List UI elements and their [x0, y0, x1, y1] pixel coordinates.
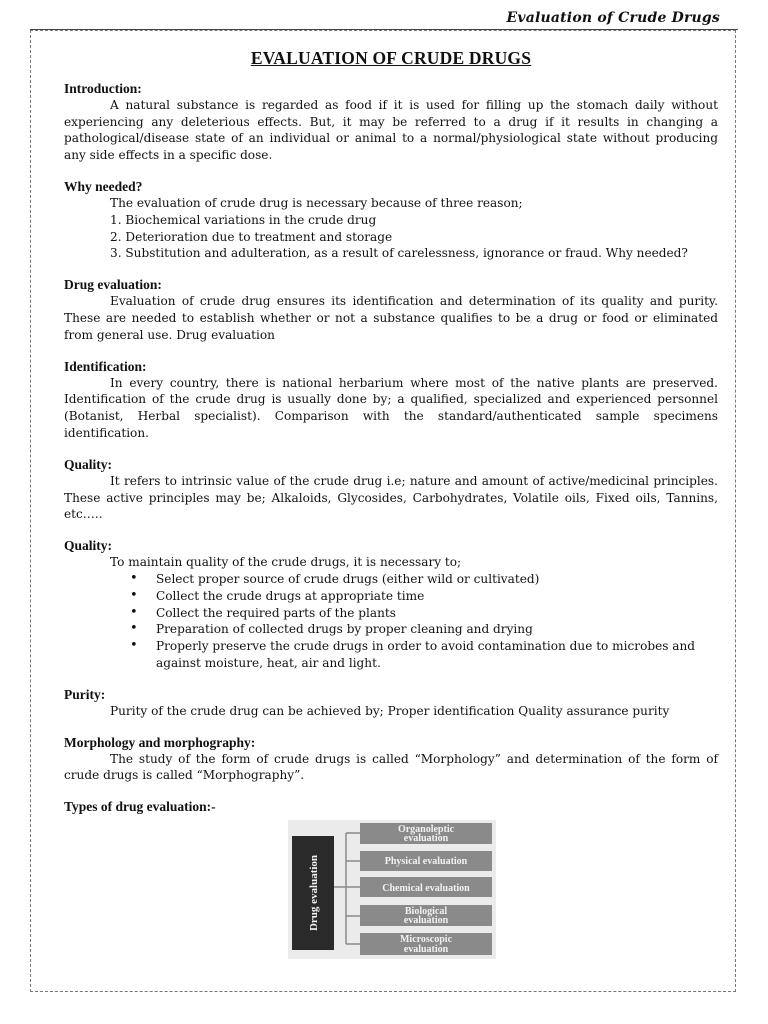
list-item: • Collect the required parts of the plants: [156, 605, 718, 622]
diagram-branch: [360, 877, 492, 897]
section-identification: [64, 359, 718, 442]
section-quality-maintenance: [64, 538, 718, 672]
text-line: The evaluation of crude drug is necessary because of three reason;: [110, 195, 523, 210]
diagram-svg: [288, 820, 496, 959]
branch-label-line1: Organoleptic: [397, 824, 455, 835]
section-heading: Identification:: [64, 358, 147, 374]
section-paragraph: A natural substance is regarded as food if it is used for filling up the stomach daily without experiencing any deleterious effects. But, it may be referred to a drug if it results in changing a pathological/disease state of an individual or animal to a normal/physiological state without producing any side effects in a specific dose.: [64, 97, 718, 163]
document-body: [64, 46, 718, 830]
branch-label-line1: Chemical evaluation: [382, 883, 470, 894]
section-heading: Types of drug evaluation:-: [64, 799, 216, 815]
bullet-list: [64, 571, 718, 672]
branch-label-line1: Biological: [404, 906, 448, 917]
text-line: 3. Substitution and adulteration, as a result of carelessness, ignorance or fraud. Why needed?: [110, 246, 688, 261]
section-paragraph: Evaluation of crude drug ensures its identification and determination of its quality and purity. These are needed to establish whether or not a substance qualifies to be a drug or food or eliminated from general use. Drug evaluation: [64, 294, 718, 342]
branch-label-line2: evaluation: [403, 944, 449, 955]
section-paragraph: In every country, there is national herbarium where most of the native plants are preserved. Identification of the crude drug is usually done by; a qualified, specialized and experienced personnel (Botanist, Herbal specialist). Comparison with the standard/authenticated sample specimens identification.: [64, 375, 718, 440]
section-heading: Quality:: [64, 538, 113, 554]
section-paragraph: It refers to intrinsic value of the crude drug i.e; nature and amount of active/medicinal principles. These active principles may be; Alkaloids, Glycosides, Carbohydrates, Volatile oils, Fixed oils, Tannins, etc…..: [64, 473, 718, 522]
section-morphology: [64, 735, 718, 785]
diagram-root-label: Drug evaluation: [308, 854, 320, 932]
document-title: EVALUATION OF CRUDE DRUGS: [250, 48, 532, 68]
drug-evaluation-diagram: [288, 820, 496, 959]
list-item: • Properly preserve the crude drugs in order to avoid contamination due to microbes and against moisture, heat, air and light.: [156, 638, 718, 672]
text-line: Purity of the crude drug can be achieved by; Proper identification Quality assurance purity: [110, 703, 670, 718]
text-line: To maintain quality of the crude drugs, it is necessary to;: [110, 555, 462, 570]
list-item: • Select proper source of crude drugs (either wild or cultivated): [156, 571, 718, 588]
section-heading: Quality:: [64, 456, 113, 472]
section-heading: Drug evaluation:: [64, 277, 162, 293]
diagram-branch: [360, 933, 492, 955]
list-item: • Collect the crude drugs at appropriate time: [156, 588, 718, 605]
branch-label-line2: evaluation: [403, 833, 449, 844]
diagram-branch: [360, 823, 492, 844]
branch-label-line2: evaluation: [403, 915, 449, 926]
text-line: 1. Biochemical variations in the crude drug: [110, 212, 377, 227]
list-item: • Preparation of collected drugs by proper cleaning and drying: [156, 621, 718, 638]
running-header: Evaluation of Crude Drugs: [506, 10, 720, 26]
section-purity: [64, 687, 718, 720]
section-why-needed: [64, 179, 718, 262]
text-line: 2. Deterioration due to treatment and storage: [110, 229, 393, 244]
section-quality-definition: [64, 457, 718, 523]
section-introduction: [64, 81, 718, 164]
section-types: [64, 799, 718, 815]
diagram-connectors: [334, 833, 360, 944]
section-drug-evaluation: [64, 277, 718, 343]
diagram-branch: [360, 905, 492, 926]
section-heading: Morphology and morphography:: [64, 734, 256, 750]
branch-label-line1: Physical evaluation: [384, 856, 468, 867]
section-heading: Purity:: [64, 686, 106, 702]
section-paragraph: The study of the form of crude drugs is called “Morphology” and determination of the form of crude drugs is called “Morphography”.: [64, 751, 718, 783]
section-heading: Introduction:: [64, 80, 142, 96]
diagram-branch: [360, 851, 492, 871]
section-heading: Why needed?: [64, 178, 143, 194]
branch-label-line1: Microscopic: [399, 934, 453, 945]
